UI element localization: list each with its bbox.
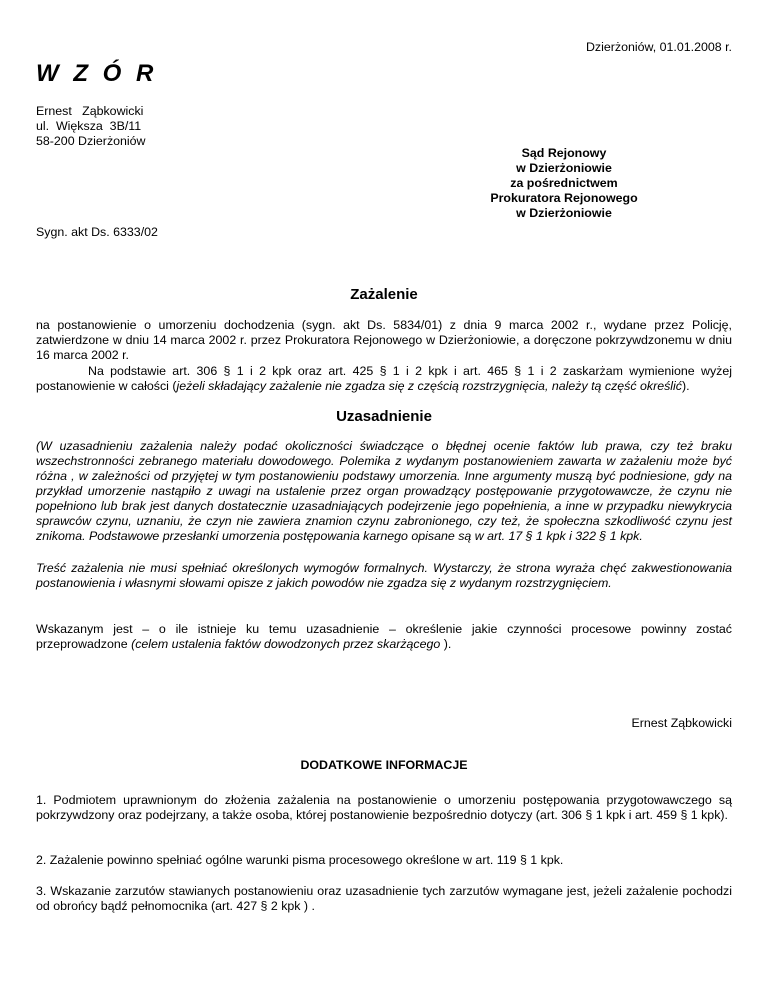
signature: Ernest Ząbkowicki (631, 716, 732, 730)
complaint-basis (36, 364, 732, 394)
court-line: w Dzierżoniowie (516, 206, 612, 220)
template-mark: W Z Ó R (36, 60, 158, 87)
case-reference: Sygn. akt Ds. 6333/02 (36, 225, 158, 239)
justification-guidance-2: Treść zażalenia nie musi spełniać określonych wymogów formalnych. Wystarczy, że strona wyraża chęć zakwestionowania postanowienia i własnymi słowami opisze z jakich powodów nie zgadza się z wydanym rozstrzygnięciem. (36, 561, 732, 590)
complaint-intro: na postanowienie o umorzeniu dochodzenia (sygn. akt Ds. 5834/01) z dnia 9 marca 2002 r., wydane przez Policję, zatwierdzone w dniu 14 marca 2002 r. przez Prokuratora Rejonowego w Dzierżoniowie, a doręczone pokrzywdzonemu w dniu 16 marca 2002 r. (36, 318, 732, 362)
guidance-3-text: Wskazanym jest – o ile istnieje ku temu uzasadnienie – określenie jakie czynności procesowe powinny zostać przeprowadzone (36, 622, 732, 651)
justification-guidance-3 (36, 622, 732, 652)
court-address (406, 146, 722, 221)
court-line: Sąd Rejonowy (521, 146, 607, 160)
guidance-3-note: (celem ustalenia faktów dowodzonych przez skarżącego (131, 637, 441, 651)
court-line: Prokuratora Rejonowego (490, 191, 638, 205)
basis-end: ). (682, 379, 690, 393)
sender-address (36, 104, 146, 149)
basis-text: Na podstawie art. 306 § 1 i 2 kpk oraz art. 425 § 1 i 2 kpk i art. 465 § 1 i 2 zaskarżam wymienione wyżej postanowienie w całości ( (36, 364, 732, 393)
court-line: w Dzierżoniowie (516, 161, 612, 175)
info-item: 2. Zażalenie powinno spełniać ogólne warunki pisma procesowego określone w art. 119 § 1 kpk. (36, 853, 564, 867)
place-and-date: Dzierżoniów, 01.01.2008 r. (585, 40, 732, 54)
info-item: 3. Wskazanie zarzutów stawianych postanowieniu oraz uzasadnienie tych zarzutów wymagane jest, jeżeli zażalenie pochodzi od obrońcy bądź pełnomocnika (art. 427 § 2 kpk ) . (36, 884, 732, 913)
basis-note: jeżeli składający zażalenie nie zgadza się z częścią rozstrzygnięcia, należy tą część określić (176, 379, 682, 393)
sender-street: ul. Większa 3B/11 (36, 119, 142, 133)
sender-city: 58-200 Dzierżoniów (36, 134, 146, 148)
justification-guidance-1: (W uzasadnieniu zażalenia należy podać okoliczności świadczące o błędnej ocenie faktów lub prawa, czy też braku wszechstronności zebranego materiału dowodowego. Polemika z wydanym postanowieniem zawarta w zażaleniu może być różna , w zależności od przyjętej w tym postanowieniu podstawy umorzenia. Inne argumenty muszą być podniesione, gdy na przykład umorzenie nastąpiło z uwagi na ustalenie przez organ prowadzący postępowanie przygotowawcze, że czynu nie popełniono lub brak jest danych dostatecznie uzasadniających podejrzenie jego popełnienia, a inne w przypadku niewykrycia sprawców czynu, uznaniu, że czyn nie zawiera znamion czynu zabronionego, czy też, że społeczna szkodliwość czynu jest znikoma. Podstawowe przesłanki umorzenia postępowania karnego opisane są w art. 17 § 1 kpk i 322 § 1 kpk. (36, 439, 732, 543)
sender-name: Ernest Ząbkowicki (36, 104, 144, 118)
guidance-3-end: ). (440, 637, 452, 651)
complaint-title: Zażalenie (350, 286, 418, 303)
court-line: za pośrednictwem (510, 176, 618, 190)
justification-title: Uzasadnienie (336, 408, 432, 425)
info-item: 1. Podmiotem uprawnionym do złożenia zażalenia na postanowienie o umorzeniu postępowania przygotowawczego są pokrzywdzony oraz podejrzany, a także osoba, której postanowienie bezpośrednio dotyczy (art. 306 § 1 kpk i art. 459 § 1 kpk). (36, 793, 732, 822)
additional-info-title: DODATKOWE INFORMACJE (300, 758, 468, 772)
document-page (36, 0, 732, 994)
